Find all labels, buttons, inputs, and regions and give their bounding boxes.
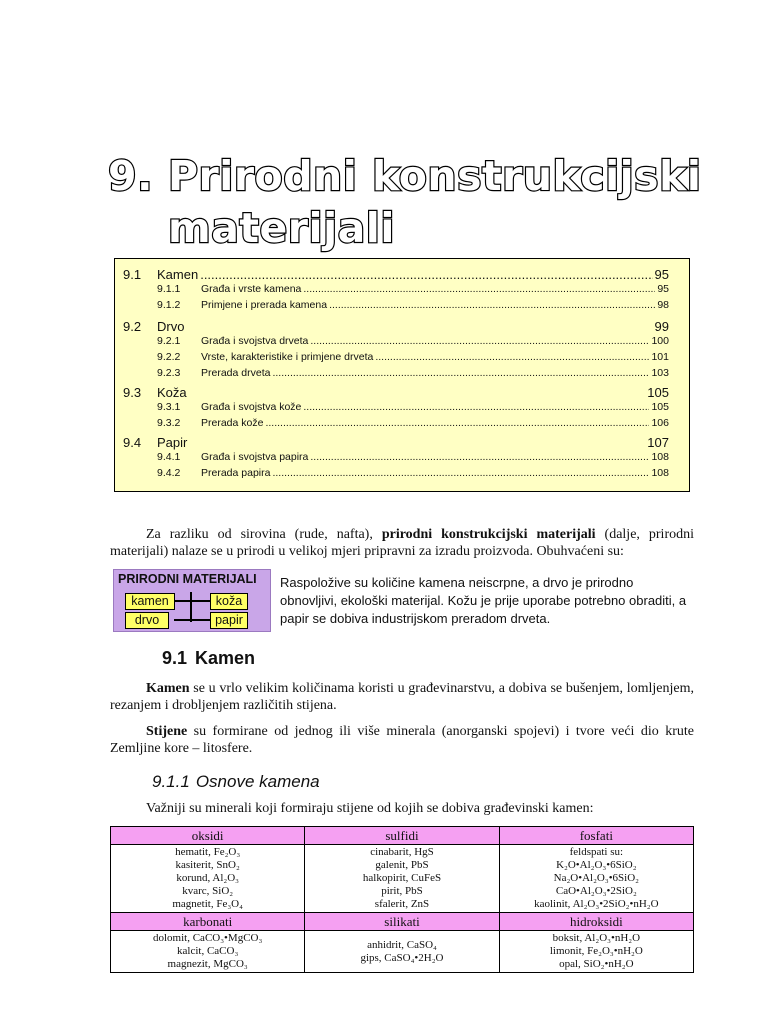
toc-section (123, 319, 669, 334)
toc-subsection (157, 451, 669, 463)
toc-page: 108 (651, 451, 669, 463)
toc-page: 100 (651, 335, 669, 347)
figure-title: PRIRODNI MATERIJALI (118, 572, 257, 586)
toc-number: 9.2.2 (157, 351, 181, 363)
kamen-paragraph (110, 680, 694, 714)
mineral-entry: sfalerit, ZnS (374, 898, 430, 910)
toc-number: 9.2.1 (157, 335, 181, 347)
cell-silikati (305, 931, 499, 973)
mineral-entry: magnezit, MgCO₃ (167, 958, 248, 970)
table-row (111, 931, 694, 973)
mineral-entry: halkopirit, CuFeS (362, 872, 442, 884)
toc-number: 9.2.3 (157, 367, 181, 379)
header-silikati: silikati (305, 913, 499, 931)
toc-label: Građa i svojstva drveta (201, 335, 309, 347)
toc-number: 9.3.1 (157, 401, 181, 413)
toc-number: 9.1.1 (157, 283, 181, 295)
toc-page: 108 (651, 467, 669, 479)
stijene-paragraph (110, 723, 694, 757)
toc-section (123, 267, 669, 282)
mineral-entry: galenit, PbS (375, 859, 429, 871)
toc-number: 9.2 (123, 319, 142, 334)
header-karbonati: karbonati (111, 913, 305, 931)
stijene-bold: Stijene (146, 724, 188, 739)
toc-number: 9.3 (123, 385, 142, 400)
toc-label: Koža (157, 385, 187, 400)
toc-subsection (157, 299, 669, 311)
mineral-entry: K₂O•Al₂O₃•6SiO₂ (556, 859, 637, 871)
chapter-title (108, 150, 701, 254)
mineral-entry: magnetit, Fe₃O₄ (172, 898, 243, 910)
toc-leader (329, 299, 655, 311)
chapter-title-line1: Prirodni konstrukcijski (168, 152, 702, 200)
table-row (111, 845, 694, 913)
toc-number: 9.4.1 (157, 451, 181, 463)
figure-side-text: Raspoložive su količine kamena neiscrpne, a drvo je prirodno obnovljivi, ekološki materijal. Kožu je prije uporabe potrebno obraditi, a papir se dobiva industrijskom preradom drveta. (280, 575, 687, 626)
kamen-text: se u vrlo velikim količinama koristi u građevinarstvu, a dobiva se bušenjem, lomljenjem, rezanjem i drobljenjem različitih stijena. (110, 681, 694, 713)
mineral-entry: kasiterit, SnO₂ (175, 859, 240, 871)
section-number: 9.1 (162, 648, 188, 668)
figure-item-drvo: drvo (125, 612, 169, 629)
toc-label: Drvo (157, 319, 185, 334)
chapter-title-line2: materijali (168, 204, 395, 252)
toc-leader (265, 417, 649, 429)
mineral-entry: boksit, Al₂O₃•nH₂O (552, 932, 641, 944)
toc-subsection (157, 367, 669, 379)
toc-label: Primjene i prerada kamena (201, 299, 328, 311)
toc-number: 9.4.2 (157, 467, 181, 479)
toc-number: 9.4 (123, 435, 142, 450)
mineral-entry: CaO•Al₂O₃•2SiO₂ (555, 885, 637, 897)
section-title: Kamen (195, 648, 256, 668)
cell-oksidi (111, 845, 305, 913)
toc-label: Građa i svojstva papira (201, 451, 309, 463)
toc-label: Kamen (157, 267, 199, 282)
mineral-entry: kalcit, CaCO₃ (177, 945, 239, 957)
mineral-entry: dolomit, CaCO₃•MgCO₃ (153, 932, 263, 944)
mineral-entry: hematit, Fe₂O₃ (175, 846, 241, 858)
header-sulfidi: sulfidi (305, 827, 499, 845)
toc-label: Papir (157, 435, 188, 450)
toc-page: 95 (654, 267, 669, 282)
mineral-entry: Na₂O•Al₂O₃•6SiO₂ (553, 872, 640, 884)
toc-subsection (157, 335, 669, 347)
toc-leader (310, 335, 649, 347)
mineral-entry: cinabarit, HgS (370, 846, 434, 858)
cell-sulfidi (305, 845, 499, 913)
intro-paragraph (110, 526, 694, 560)
toc-label: Građa i vrste kamena (201, 283, 302, 295)
figure-item-kamen: kamen (125, 593, 175, 610)
toc-page: 99 (654, 319, 669, 334)
toc-subsection (157, 401, 669, 413)
toc-page: 107 (647, 435, 669, 450)
toc-label: Vrste, karakteristike i primjene drveta (201, 351, 374, 363)
materials-figure (113, 569, 271, 632)
table-header-row (111, 913, 694, 931)
stijene-text: su formirane od jednog ili više minerala (anorganski spojevi) i tvore veći dio krute Zemljine kore – litosfere. (110, 724, 694, 756)
toc-leader (272, 467, 649, 479)
toc-page: 106 (651, 417, 669, 429)
toc-section (123, 435, 669, 450)
toc-page: 103 (651, 367, 669, 379)
toc-subsection (157, 351, 669, 363)
toc-number: 9.3.2 (157, 417, 181, 429)
chapter-number: 9. (108, 152, 154, 200)
mineral-entry: opal, SiO₂•nH₂O (559, 958, 634, 970)
figure-item-papir: papir (210, 612, 248, 629)
toc-number: 9.1.2 (157, 299, 181, 311)
kamen-bold: Kamen (146, 681, 190, 696)
intro-text-2: (dalje, prirodni materijali) nalaze se u prirodi u velikoj mjeri pripravni za izradu proizvoda. Obuhvaćeni su: (110, 527, 695, 559)
toc-page: 101 (651, 351, 669, 363)
intro-bold: prirodni konstrukcijski materijali (381, 527, 596, 542)
toc-page: 105 (647, 385, 669, 400)
subsection-number: 9.1.1 (152, 772, 190, 791)
toc-section (123, 385, 669, 400)
intro-text-1: Za razliku od sirovina (rude, nafta), (146, 527, 382, 542)
cell-fosfati (499, 845, 693, 913)
toc-leader (375, 351, 649, 363)
toc-leader (310, 451, 649, 463)
figure-connector (190, 592, 192, 622)
mineral-entry: pirit, PbS (381, 885, 423, 897)
toc-label: Prerada papira (201, 467, 271, 479)
toc-subsection (157, 467, 669, 479)
mineral-entry: korund, Al₂O₃ (176, 872, 239, 884)
table-of-contents (114, 258, 690, 492)
header-oksidi: oksidi (111, 827, 305, 845)
toc-page: 95 (657, 283, 669, 295)
figure-connector (174, 600, 210, 602)
toc-label: Prerada kože (201, 417, 264, 429)
subsection-heading (152, 772, 320, 792)
section-heading (162, 648, 255, 669)
toc-number: 9.1 (123, 267, 142, 282)
figure-item-koza: koža (210, 593, 248, 610)
toc-leader (303, 283, 655, 295)
toc-subsection (157, 283, 669, 295)
toc-leader (303, 401, 649, 413)
mineral-entry: kvarc, SiO₂ (182, 885, 234, 897)
toc-label: Prerada drveta (201, 367, 271, 379)
toc-subsection (157, 417, 669, 429)
mineral-entry: kaolinit, Al₂O₃•2SiO₂•nH₂O (534, 898, 659, 910)
subsection-title: Osnove kamena (195, 772, 320, 791)
mineral-entry: anhidrit, CaSO₄ (367, 938, 437, 951)
toc-page: 105 (651, 401, 669, 413)
mineral-entry: gips, CaSO₄•2H₂O (360, 951, 444, 964)
toc-page: 98 (657, 299, 669, 311)
mineral-entry: feldspati su: (569, 846, 624, 858)
cell-hidroksidi (499, 931, 693, 973)
header-hidroksidi: hidroksidi (499, 913, 693, 931)
cell-karbonati (111, 931, 305, 973)
figure-connector (174, 619, 210, 621)
mineral-entry: limonit, Fe₂O₃•nH₂O (549, 945, 643, 957)
table-header-row (111, 827, 694, 845)
toc-leader (272, 367, 649, 379)
toc-label: Građa i svojstva kože (201, 401, 302, 413)
minerals-table (110, 826, 694, 973)
header-fosfati: fosfati (499, 827, 693, 845)
toc-leader (200, 267, 652, 282)
minerals-intro: Važniji su minerali koji formiraju stijene od kojih se dobiva građevinski kamen: (146, 801, 594, 816)
